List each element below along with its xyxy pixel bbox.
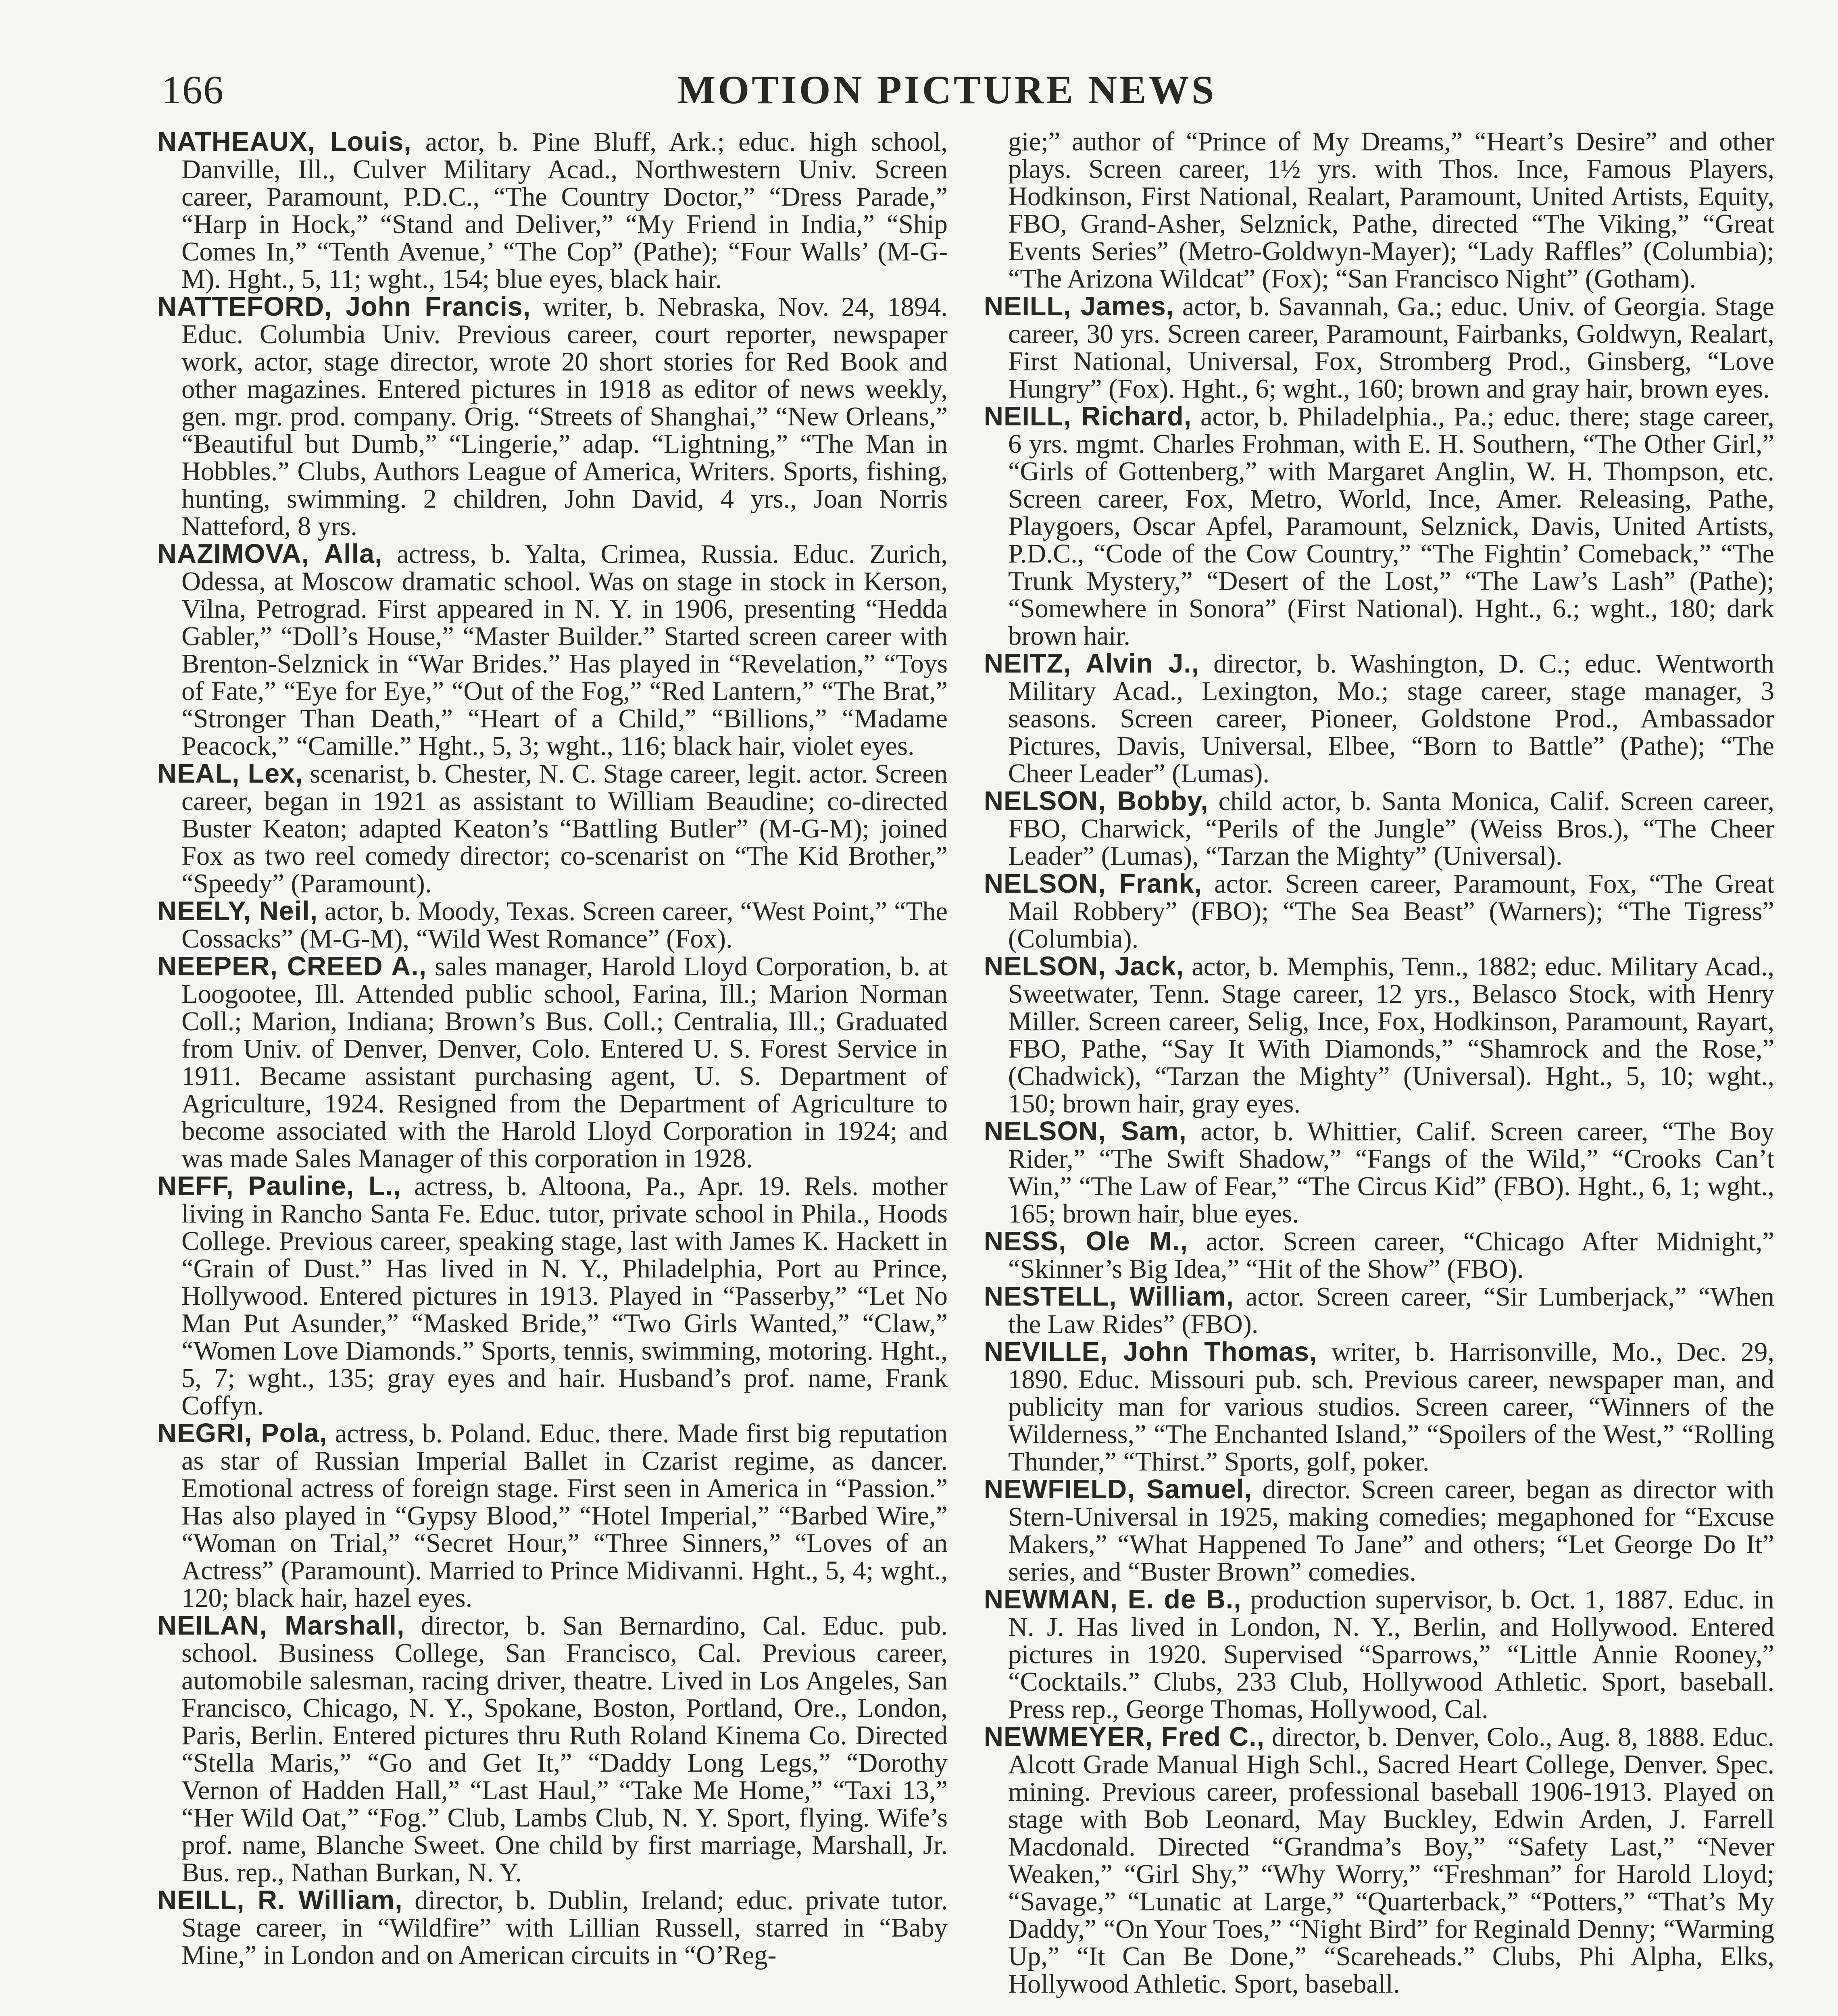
entry-name: NEFF, Pauline, L., — [157, 1171, 401, 1201]
entry-name: NEWMEYER, Fred C., — [984, 1722, 1265, 1752]
directory-entry — [157, 1173, 948, 1420]
entry-text: sales manager, Harold Lloyd Corporation, b. at Loogootee, Ill. Attended public school, Farina, Ill.; Marion Norman Coll.; Marion, Indiana; Brown’s Bus. Coll.; Centralia, Ill.; Graduated from Univ. of Denver, Denver, Colo. Entered U. S. Forest Service in 1911. Became assistant purchasing agent, U. S. Department of Agriculture, 1924. Resigned from the Department of Agriculture to become associated with the Harold Lloyd Corporation in 1924; and was made Sales Manager of this corporation in 1928. — [181, 952, 948, 1173]
entry-name: NEILAN, Marshall, — [157, 1611, 405, 1641]
directory-entry — [984, 1283, 1774, 1338]
directory-entry — [984, 1476, 1774, 1586]
entry-name: NAZIMOVA, Alla, — [157, 539, 383, 569]
entry-text: actor, b. Moody, Texas. Screen career, “West Point,” “The Cossacks” (M-G-M), “Wild West Romance” (Fox). — [181, 897, 948, 954]
entry-name: NEAL, Lex, — [157, 759, 303, 789]
directory-entry — [984, 128, 1774, 293]
entry-text: child actor, b. Santa Monica, Calif. Screen career, FBO, Charwick, “Perils of the Jungle” (Weiss Bros.), “The Cheer Leader” (Lumas), “Tarzan the Mighty” (Universal). — [1008, 787, 1775, 871]
directory-entry — [984, 1228, 1774, 1283]
entry-text: actor, b. Memphis, Tenn., 1882; educ. Military Acad., Sweetwater, Tenn. Stage career, 12 yrs., Belasco Stock, with Henry Miller. Screen career, Selig, Ince, Fox, Hodkinson, Paramount, Rayart, FBO, Pathe, “Say It With Diamonds,” “Shamrock and the Rose,” (Chadwick), “Tarzan the Mighty” (Universal). Hght., 5, 10; wght., 150; brown hair, gray eyes. — [1008, 952, 1774, 1118]
entry-name: NATTEFORD, John Francis, — [157, 292, 531, 322]
entry-text: actor. Screen career, Paramount, Fox, “The Great Mail Robbery” (FBO); “The Sea Beast” (Warners); “The Tigress” (Columbia). — [1008, 869, 1774, 954]
entry-text: actor, b. Philadelphia., Pa.; educ. there; stage career, 6 yrs. mgmt. Charles Frohman, with E. H. Southern, “The Other Girl,” “Girls of Gottenberg,” with Margaret Anglin, W. H. Thompson, etc. Screen career, Fox, Metro, World, Ince, Amer. Releasing, Pathe, Playgoers, Oscar Apfel, Paramount, Selznick, Davis, United Artists, P.D.C., “Code of the Cow Country,” “The Fightin’ Comeback,” “The Trunk Mystery,” “Desert of the Lost,” “The Law’s Lash” (Pathe); “Somewhere in Sonora” (First National). Hght., 6.; wght., 180; dark brown hair. — [1008, 402, 1774, 651]
directory-entry — [157, 1420, 948, 1612]
directory-entry — [157, 293, 948, 540]
directory-entry — [984, 1586, 1774, 1723]
entry-name: NELSON, Jack, — [984, 952, 1184, 981]
entry-name: NELSON, Bobby, — [984, 786, 1209, 816]
entry-name: NEILL, R. William, — [157, 1885, 403, 1915]
entry-name: NEELY, Neil, — [157, 896, 318, 926]
entry-text: actor, b. Savannah, Ga.; educ. Univ. of Georgia. Stage career, 30 yrs. Screen career, Paramount, Fairbanks, Goldwyn, Realart, First National, Universal, Fox, Stromberg Prod., Ginsberg, “Love Hungry” (Fox). Hght., 6; wght., 160; brown and gray hair, brown eyes. — [1008, 292, 1774, 404]
entry-text: actor. Screen career, “Sir Lumberjack,” “When the Law Rides” (FBO). — [1008, 1282, 1774, 1339]
directory-entry — [984, 953, 1774, 1118]
directory-entry — [157, 540, 948, 760]
directory-entry — [157, 760, 948, 898]
entry-name: NELSON, Frank, — [984, 869, 1202, 899]
entry-text: actor. Screen career, “Chicago After Midnight,” “Skinner’s Big Idea,” “Hit of the Show” (FBO). — [1008, 1227, 1774, 1284]
entry-text: scenarist, b. Chester, N. C. Stage career, legit. actor. Screen career, began in 1921 as assistant to William Beaudine; co-directed Buster Keaton; adapted Keaton’s “Battling Butler” (M-G-M); joined Fox as two reel comedy director; co-scenarist on “The Kid Brother,” “Speedy” (Paramount). — [181, 759, 948, 898]
directory-entry — [984, 787, 1774, 870]
running-title: MOTION PICTURE NEWS — [677, 67, 1217, 112]
directory-entry — [984, 870, 1774, 953]
directory-entry — [157, 128, 948, 293]
entry-text: actress, b. Altoona, Pa., Apr. 19. Rels. mother living in Rancho Santa Fe. Educ. tutor, private school in Phila., Hoods College. Previous career, speaking stage, last with James K. Hackett in “Grain of Dust.” Has lived in N. Y., Philadelphia, Port au Prince, Hollywood. Entered pictures in 1913. Played in “Passerby,” “Let No Man Put Asunder,” “Masked Bride,” “Two Girls Wanted,” “Claw,” “Women Love Diamonds.” Sports, tennis, swimming, motoring. Hght., 5, 7; wght., 135; gray eyes and hair. Husband’s prof. name, Frank Coffyn. — [181, 1172, 948, 1420]
entry-name: NEWFIELD, Samuel, — [984, 1475, 1252, 1504]
directory-entry — [984, 1723, 1774, 1998]
entry-name: NESTELL, William, — [984, 1282, 1234, 1312]
entry-text: director, b. Denver, Colo., Aug. 8, 1888. Educ. Alcott Grade Manual High Schl., Sacred Heart College, Denver. Spec. mining. Previous career, professional baseball 1906-1913. Played on stage with Bob Leonard, May Buckley, Edwin Arden, J. Farrell Macdonald. Directed “Grandma’s Boy,” “Safety Last,” “Never Weaken,” “Girl Shy,” “Why Worry,” “Freshman” for Harold Lloyd; “Savage,” “Lunatic at Large,” “Quarterback,” “Potters,” “That’s My Daddy,” “On Your Toes,” “Night Bird” for Reginald Denny; “Warming Up,” “It Can Be Done,” “Scareheads.” Clubs, Phi Alpha, Elks, Hollywood Athletic. Sport, baseball. — [1008, 1722, 1774, 1999]
entry-name: NEGRI, Pola, — [157, 1418, 327, 1448]
entry-text: gie;” author of “Prince of My Dreams,” “Heart’s Desire” and other plays. Screen career, 1½ yrs. with Thos. Ince, Famous Players, Hodkinson, First National, Realart, Paramount, United Artists, Equity, FBO, Grand-Asher, Selznick, Pathe, directed “The Viking,” “Great Events Series” (Metro-Goldwyn-Mayer); “Lady Raffles” (Columbia); “The Arizona Wildcat” (Fox); “San Francisco Night” (Gotham). — [1008, 127, 1774, 294]
entry-text: actor, b. Whittier, Calif. Screen career, “The Boy Rider,” “The Swift Shadow,” “Fangs of the Wild,” “Crooks Can’t Win,” “The Law of Fear,” “The Circus Kid” (FBO). Hght., 6, 1; wght., 165; brown hair, blue eyes. — [1008, 1117, 1774, 1229]
directory-entry — [984, 1118, 1774, 1228]
entry-text: actress, b. Poland. Educ. there. Made first big reputation as star of Russian Imperial Ballet in Czarist regime, as dancer. Emotional actress of foreign stage. First seen in America in “Passion.” Has also played in “Gypsy Blood,” “Hotel Imperial,” “Barbed Wire,” “Woman on Trial,” “Secret Hour,” “Three Sinners,” “Loves of an Actress” (Paramount). Married to Prince Midivanni. Hght., 5, 4; wght., 120; black hair, hazel eyes. — [181, 1419, 948, 1613]
entry-name: NEILL, Richard, — [984, 402, 1192, 431]
entry-name: NATHEAUX, Louis, — [157, 127, 412, 157]
entry-name: NEEPER, CREED A., — [157, 952, 427, 981]
entry-name: NEITZ, Alvin J., — [984, 649, 1200, 679]
left-column — [157, 128, 948, 1969]
directory-entry — [984, 650, 1774, 787]
entry-text: actress, b. Yalta, Crimea, Russia. Educ. Zurich, Odessa, at Moscow dramatic school. Was on stage in stock in Kerson, Vilna, Petrograd. First appeared in N. Y. in 1906, presenting “Hedda Gabler,” “Doll’s House,” “Master Builder.” Started screen career with Brenton-Selznick in “War Brides.” Has played in “Revelation,” “Toys of Fate,” “Eye for Eye,” “Out of the Fog,” “Red Lantern,” “The Brat,” “Stronger Than Death,” “Heart of a Child,” “Billions,” “Madame Peacock,” “Camille.” Hght., 5, 3; wght., 116; black hair, violet eyes. — [181, 539, 948, 761]
entry-text: director. Screen career, began as director with Stern-Universal in 1925, making comedies; megaphoned for “Excuse Makers,” “What Happened To Jane” and others; “Let George Do It” series, and “Buster Brown” comedies. — [1008, 1475, 1774, 1587]
entry-name: NELSON, Sam, — [984, 1116, 1187, 1146]
directory-entry — [157, 1887, 948, 1969]
entry-name: NESS, Ole M., — [984, 1227, 1188, 1256]
entry-name: NEVILLE, John Thomas, — [984, 1337, 1317, 1367]
page-number: 166 — [161, 67, 224, 112]
entry-text: director, b. Washington, D. C.; educ. Wentworth Military Acad., Lexington, Mo.; stage career, stage manager, 3 seasons. Screen career, Pioneer, Goldstone Prod., Ambassador Pictures, Davis, Universal, Elbee, “Born to Battle” (Pathe); “The Cheer Leader” (Lumas). — [1008, 649, 1774, 788]
entry-text: production supervisor, b. Oct. 1, 1887. Educ. in N. J. Has lived in London, N. Y., Berlin, and Hollywood. Entered pictures in 1920. Supervised “Sparrows,” “Little Annie Rooney,” “Cocktails.” Clubs, 233 Club, Hollywood Athletic. Sport, baseball. Press rep., George Thomas, Hollywood, Cal. — [1008, 1585, 1774, 1724]
directory-entry — [984, 1338, 1774, 1476]
entry-text: director, b. Dublin, Ireland; educ. private tutor. Stage career, in “Wildfire” with Lillian Russell, starred in “Baby Mine,” in London and on American circuits in “O’Reg- — [181, 1886, 948, 1970]
entry-text: writer, b. Harrisonville, Mo., Dec. 29, 1890. Educ. Missouri pub. sch. Previous career, newspaper man, and publicity man for various studios. Screen career, “Winners of the Wilderness,” “The Enchanted Island,” “Spoilers of the West,” “Rolling Thunder,” “Thirst.” Sports, golf, poker. — [1008, 1337, 1774, 1477]
entry-text: actor, b. Pine Bluff, Ark.; educ. high school, Danville, Ill., Culver Military Acad., Northwestern Univ. Screen career, Paramount, P.D.C., “The Country Doctor,” “Dress Parade,” “Harp in Hock,” “Stand and Deliver,” “My Friend in India,” “Ship Comes In,” “Tenth Avenue,’ “The Cop” (Pathe); “Four Walls’ (M-G-M). Hght., 5, 11; wght., 154; blue eyes, black hair. — [181, 127, 948, 294]
entry-name: NEWMAN, E. de B., — [984, 1585, 1242, 1614]
page-header — [153, 62, 1686, 123]
right-column — [984, 128, 1774, 1998]
entry-text: writer, b. Nebraska, Nov. 24, 1894. Educ. Columbia Univ. Previous career, court reporter, newspaper work, actor, stage director, wrote 20 short stories for Red Book and other magazines. Entered pictures in 1918 as editor of news weekly, gen. mgr. prod. company. Orig. “Streets of Shanghai,” “New Orleans,” “Beautiful but Dumb,” “Lingerie,” adap. “Lightning,” “The Man in Hobbles.” Clubs, Authors League of America, Writers. Sports, fishing, hunting, swimming. 2 children, John David, 4 yrs., Joan Norris Natteford, 8 yrs. — [181, 292, 948, 541]
directory-entry — [157, 953, 948, 1173]
entry-name: NEILL, James, — [984, 292, 1174, 321]
directory-entry — [157, 898, 948, 953]
directory-entry — [984, 293, 1774, 403]
entry-text: director, b. San Bernardino, Cal. Educ. pub. school. Business College, San Francisco, Cal. Previous career, automobile salesman, racing driver, theatre. Lived in Los Angeles, San Francisco, Chicago, N. Y., Spokane, Boston, Portland, Ore., London, Paris, Berlin. Entered pictures thru Ruth Roland Kinema Co. Directed “Stella Maris,” “Go and Get It,” “Daddy Long Legs,” “Dorothy Vernon of Hadden Hall,” “Last Haul,” “Take Me Home,” “Taxi 13,” “Her Wild Oat,” “Fog.” Club, Lambs Club, N. Y. Sport, flying. Wife’s prof. name, Blanche Sweet. One child by first marriage, Marshall, Jr. Bus. rep., Nathan Burkan, N. Y. — [181, 1611, 948, 1887]
directory-entry — [984, 403, 1774, 650]
directory-entry — [157, 1612, 948, 1887]
